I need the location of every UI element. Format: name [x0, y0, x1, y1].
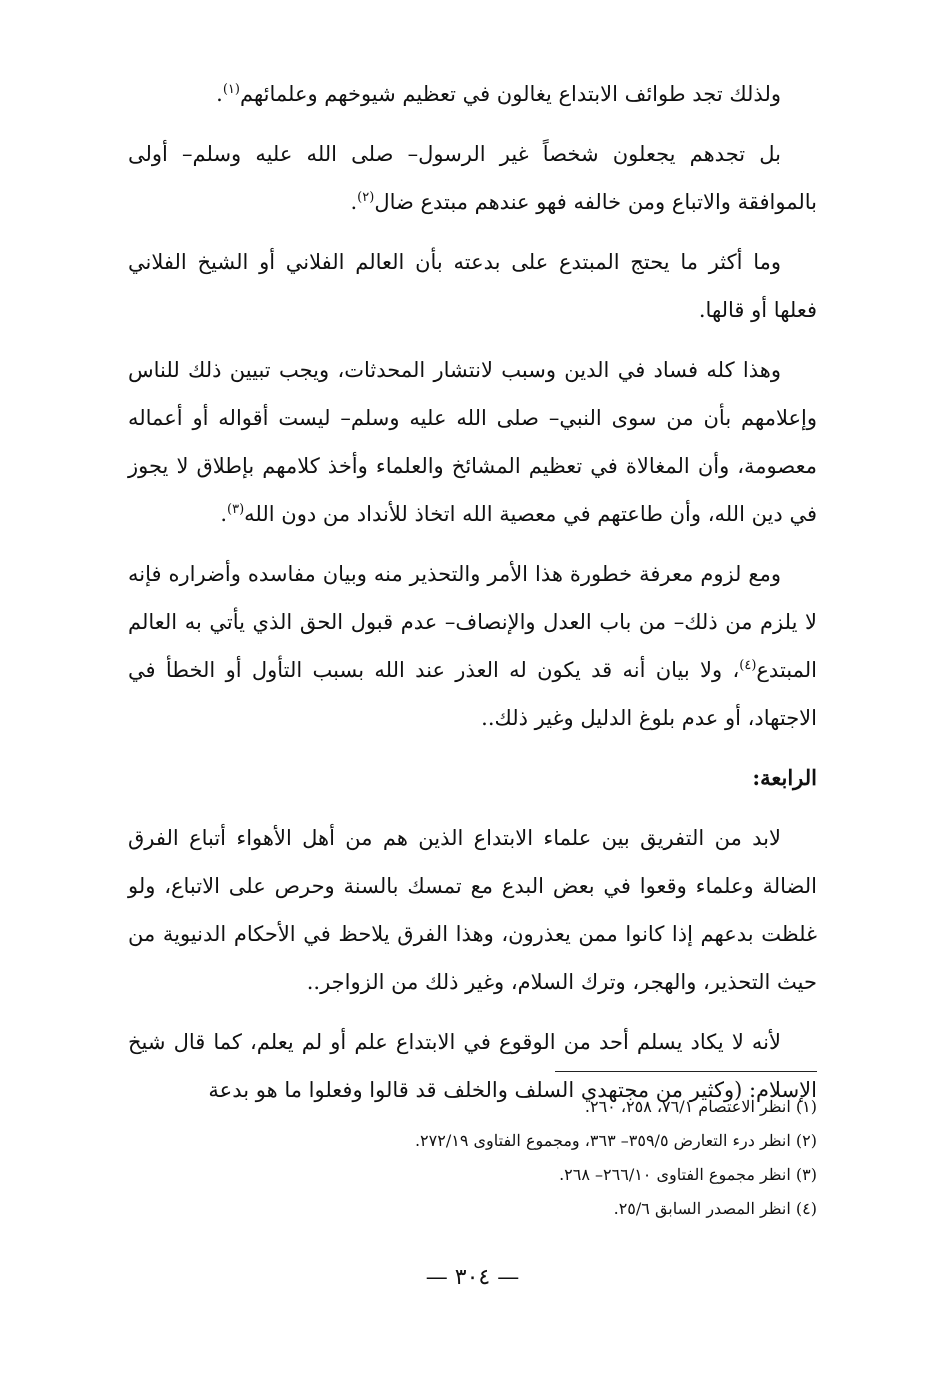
paragraph-6: لابد من التفريق بين علماء الابتداع الذين هم من أهل الأهواء أتباع الفرق الضالة وعلماء وقعوا في بعض البدع مع تمسك بالسنة وحرص على الاتباع، ولو غلظت بدعهم إذا كانوا ممن يعذرون، وهذا الفرق يلاحظ في الأحكام الدنيوية من حيث التحذير، والهجر، وترك السلام، وغير ذلك من الزواجر..	[128, 826, 817, 994]
footnote-ref-3[interactable]: (٣)	[227, 502, 245, 517]
footnote-3: (٣) انظر مجموع الفتاوى ٢٦٦/١٠– ٢٦٨.	[559, 1165, 817, 1184]
page-number: — ٣٠٤ —	[425, 1265, 520, 1290]
paragraph-4: وهذا كله فساد في الدين وسبب لانتشار المحدثات، ويجب تبيين ذلك للناس وإعلامهم بأن من سوى النبي– صلى الله عليه وسلم– ليست أقواله أو أعماله معصومة، وأن المغالاة في تعظيم المشائخ والعلماء وأخذ كلامهم بإطلاق لا يجوز في دين الله، وأن طاعتهم في معصية الله اتخاذ للأنداد من دون الله$^{(٣)}$.	[128, 358, 817, 526]
paragraph-7: لأنه لا يكاد يسلم أحد من الوقوع في الابتداع علم أو لم يعلم، كما قال شيخ الإسلام: (وكثير من مجتهدي السلف والخلف قد قالوا وفعلوا ما هو بدعة	[128, 1030, 817, 1102]
paragraph-1: ولذلك تجد طوائف الابتداع يغالون في تعظيم شيوخهم وعلمائهم$^{(١)}$.	[216, 82, 781, 106]
paragraph-2: بل تجدهم يجعلون شخصاً غير الرسول– صلى الله عليه وسلم– أولى بالموافقة والاتباع ومن خالفه فهو عندهم مبتدع ضال$^{(٢)}$.	[128, 142, 817, 214]
main-text	[128, 70, 817, 1126]
footnote-ref-4[interactable]: (٤)	[739, 658, 757, 673]
footnote-ref-2[interactable]: (٢)	[357, 190, 375, 205]
section-heading: الرابعة:	[752, 765, 817, 790]
footnote-4: (٤) انظر المصدر السابق ٢٥/٦.	[613, 1199, 817, 1218]
footnotes	[128, 1090, 817, 1226]
paragraph-5: ومع لزوم معرفة خطورة هذا الأمر والتحذير منه وبيان مفاسده وأضراره فإنه لا يلزم من ذلك– من باب العدل والإنصاف– عدم قبول الحق الذي يأتي به العالم المبتدع$^{(٤)}$، ولا بيان أنه قد يكون له العذر عند الله بسبب التأول أو الخطأ في الاجتهاد، أو عدم بلوغ الدليل وغير ذلك..	[128, 562, 817, 730]
footnote-1: (١) انظر الاعتصام ٧٦/١، ٢٥٨، ٢٦٠.	[584, 1097, 817, 1116]
footnote-ref-1[interactable]: (١)	[222, 82, 240, 97]
paragraph-3: وما أكثر ما يحتج المبتدع على بدعته بأن العالم الفلاني أو الشيخ الفلاني فعلها أو قالها.	[128, 250, 817, 322]
footnote-2: (٢) انظر درء التعارض ٣٥٩/٥– ٣٦٣، ومجموع الفتاوى ٢٧٢/١٩.	[414, 1131, 817, 1150]
footnote-divider	[555, 1071, 817, 1072]
